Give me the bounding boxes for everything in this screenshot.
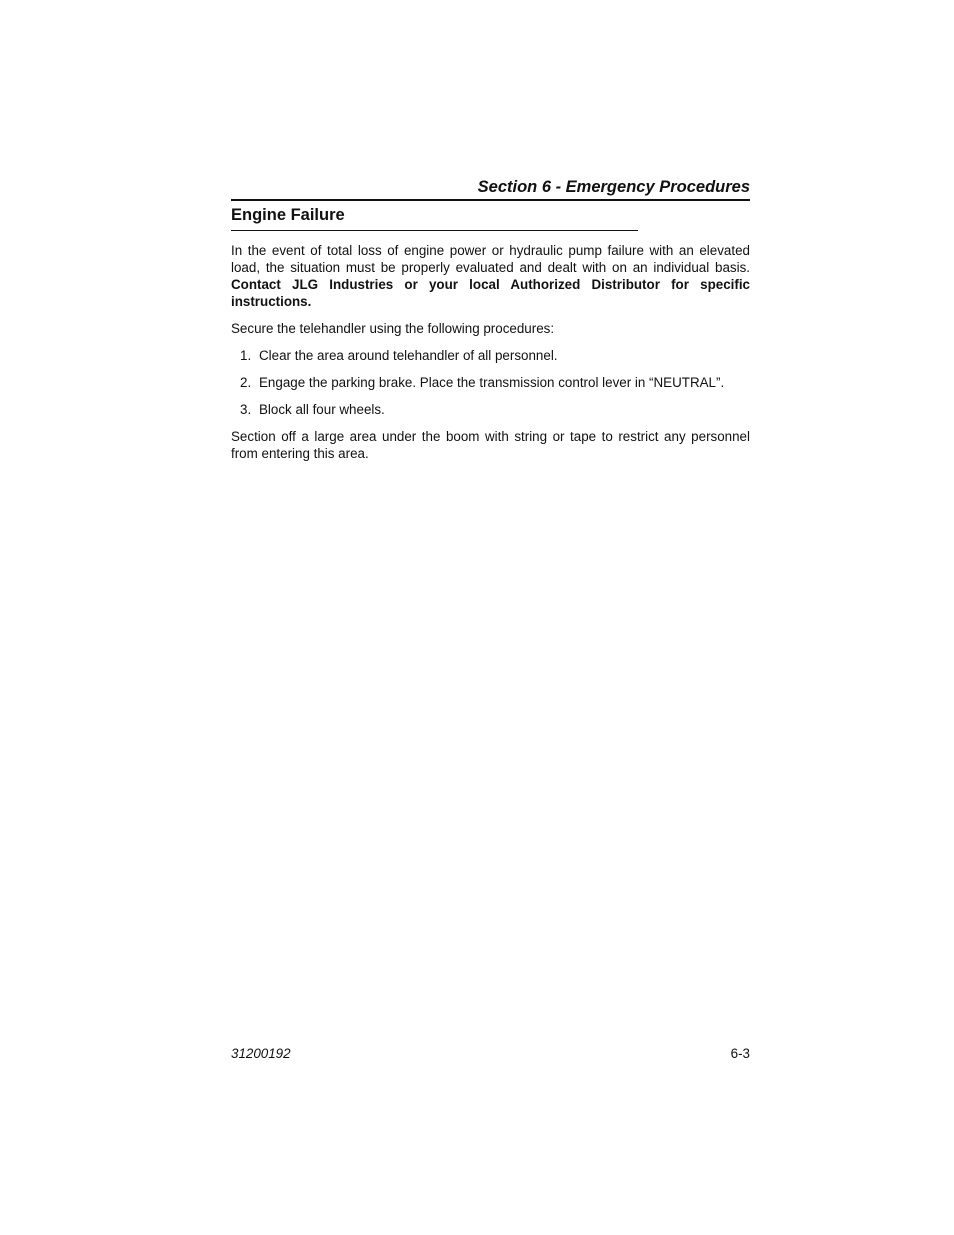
secure-lead-paragraph: Secure the telehandler using the following procedures: [231, 321, 555, 336]
intro-bold-text: Contact JLG Industries or your local Authorized Distributor for specific instructions. [231, 277, 750, 309]
intro-paragraph [231, 242, 750, 310]
procedure-steps [231, 347, 750, 418]
step-text: Clear the area around telehandler of all personnel. [259, 348, 558, 363]
manual-page [231, 0, 750, 1235]
procedure-step [231, 374, 750, 391]
section-title-text: Engine Failure [231, 206, 345, 224]
page-number: 6-3 [730, 1046, 750, 1061]
running-header [231, 177, 750, 201]
procedure-step [231, 347, 750, 364]
step-number: 3. [240, 402, 252, 417]
step-text: Block all four wheels. [259, 402, 385, 417]
section-title [231, 205, 638, 231]
step-number: 2. [240, 375, 252, 390]
running-header-text: Section 6 - Emergency Procedures [477, 178, 750, 196]
closing-paragraph: Section off a large area under the boom with string or tape to restrict any personnel from entering this area. [231, 429, 750, 461]
section-body [231, 242, 750, 472]
document-number: 31200192 [231, 1046, 291, 1061]
step-text: Engage the parking brake. Place the transmission control lever in “NEUTRAL”. [259, 375, 725, 390]
step-number: 1. [240, 348, 252, 363]
intro-text: In the event of total loss of engine power or hydraulic pump failure with an elevated load, the situation must be properly evaluated and dealt with on an individual basis. [231, 243, 750, 275]
procedure-step [231, 401, 750, 418]
